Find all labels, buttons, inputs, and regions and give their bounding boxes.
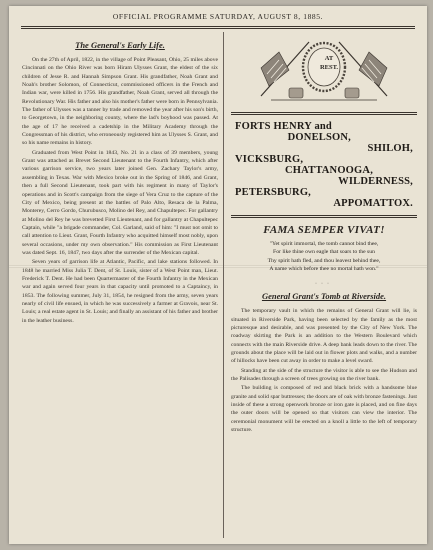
right-column	[231, 32, 417, 540]
verse-line: "Yet spirit immortal, the tomb cannot bind thee,	[269, 241, 379, 247]
battle-name: WILDERNESS,	[338, 176, 413, 187]
early-life-paragraph: On the 27th of April, 1822, in the village of Point Pleasant, Ohio, 25 miles above Cincinnati on the Ohio River was born Hiram Ulysses Grant, the eldest of the six children of Jesse R. and Hannah Simpson Grant. His grandfather, Noah Grant and Noah's brother Solomon, of Connecticut, commissioned officers in the French and Indian war, were killed in 1756. His grandfather, Noah Grant, served all through the Revolutionary War. His father and also his mother's father were born in Pennsylvania. The father of Ulysses was a tanner by trade and removed the year after his son's birth, to Georgetown, in the neighboring county, where the lad's boyhood was passed. At the age of 17 he received a cadetship in the Military Academy through the Congressman of his district, who erroneously registered him as Ulysses S. Grant, and so his name remains in history.	[22, 57, 218, 147]
programme-page	[9, 6, 427, 544]
battle-name: DONELSON,	[287, 132, 351, 143]
battles-list	[231, 121, 417, 209]
battle-name: SHILOH,	[367, 143, 413, 154]
column-divider	[223, 32, 224, 538]
verse-line: Thy spirit hath fled, and thou leavest behind thee,	[267, 257, 381, 264]
left-column	[22, 32, 218, 540]
tomb-title: General Grant's Tomb at Riverside.	[261, 291, 387, 302]
early-life-paragraph: Graduated from West Point in 1843, No. 21 in a class of 39 members, young Grant was attached as Brevet Second Lieutenant to the Fourth Infantry, which after various garrison service, two years later joined Gen. Zachary Taylor's army, assembling in Texas. War with Mexico broke out in the Spring of 1846, and Grant, then a full Second Lieutenant, took part with his regiment in many of Taylor's operations and in Scott's campaign from the siege of Vera Cruz to the capture of the City of Mexico, being present at the battles of Palo Alto, Resaca de la Palma, Monterey, Cerro Gordo, Churubusco, Molino del Rey, and Chapultepec. For gallantry at Molino del Rey he was brevetted First Lieutenant, and for gallantry at Chapultepec Captain, while "a brigade commander, Col. Garland, said of him: "I must not omit to call attention to Lieut. Grant, Fourth Infantry who acquitted himself most nobly, upon several occasions, under my own observation." His commission as First Lieutenant was dated Sept. 16, 1847, two days after the surrender of the Mexican capital.	[22, 149, 218, 256]
battle-name: VICKSBURG,	[235, 154, 304, 165]
header-rule	[21, 26, 415, 29]
emblem-rule	[231, 112, 417, 115]
verse-line: For like thine own eagle that soars to the sun	[273, 249, 375, 256]
early-life-paragraph: Seven years of garrison life at Atlantic, Pacific, and lake stations followed. In 1848 he married Miss Julia T. Dent, of St. Louis, sister of a West Point man, Lieut. Frederick T. Dent. He had been Quartermaster of the Fourth Infantry in the Mexican war and again served four years in that capacity until promoted to a Captaincy, in 1853. The following summer, July 31, 1854, he resigned from the army, seven years nearly of civil life ensued, in which he was successively a farmer at Gravois, near St. Louis; a real estate agent in St. Louis; and finally an assistant of his father and brother in the leather business.	[22, 259, 218, 324]
motto-heading: FAMA SEMPER VIVAT!	[263, 224, 385, 236]
verse-line: A name which before thee no mortal hath won."	[269, 265, 379, 272]
tomb-paragraph: Standing at the side of the structure the visitor is able to see the Hudson and the Palisades through a screen of trees growing on the river bank.	[231, 367, 417, 382]
battle-name: APPOMATTOX.	[333, 198, 413, 209]
battles-rule	[231, 215, 417, 218]
battle-name: CHATTANOOGA,	[284, 165, 374, 176]
battle-name: PETERSBURG,	[235, 187, 312, 198]
memorial-verse	[231, 240, 417, 273]
tomb-paragraph: The temporary vault in which the remains of General Grant will lie, is situated in Riverside Park, having been selected by the family as the most picturesque and desirable, and was presented by the City of New York. The roadway skirting the Park is an addition to the Western Boulevard which connects with the main Riverside drive. A deep bank leads down to the river. The grounds about the place will be laid out in flower plots and walks, and a number of hillocks have been cut away in order to make a level sward.	[231, 308, 417, 365]
tomb-paragraph: The building is composed of red and black brick with a handsome blue granite and solid spar buttresses; the doors are of oak with bronze fastenings. Just inside of these a strong openwork bronze or iron gate is placed, and on fine days the outer doors will be opened so that visitors can view the interior. The ceremonial monument will be erected on a knoll a little to the left of temporary structure.	[231, 385, 417, 433]
at-rest-emblem	[231, 34, 417, 106]
section-ornament: ···	[315, 281, 333, 288]
early-life-title: The General's Early Life.	[75, 40, 165, 50]
page-header: OFFICIAL PROGRAMME SATURDAY, AUGUST 8, 1885.	[112, 12, 324, 21]
at-rest-label: AT REST.	[319, 55, 339, 71]
battle-name: FORTS HENRY and	[235, 121, 332, 132]
